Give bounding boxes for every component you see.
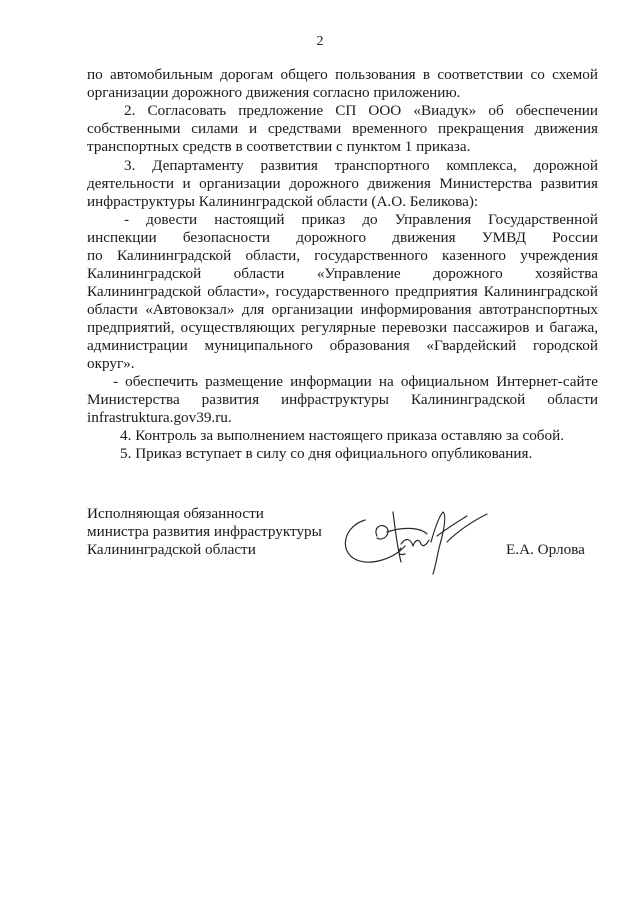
body-line: транспортных средств в соответствии с пунктом 1 приказа.: [87, 138, 471, 155]
body-line: 2. Согласовать предложение СП ООО «Виадук» об обеспечении: [124, 102, 598, 119]
body-line: инфраструктуры Калининградской области (А.О. Беликова):: [87, 193, 479, 210]
page-number: 2: [316, 34, 324, 49]
body-line: 4. Контроль за выполнением настоящего приказа оставляю за собой.: [120, 427, 565, 444]
body-line: организации дорожного движения согласно приложению.: [87, 84, 461, 101]
signatory-title-line: Калининградской области: [87, 541, 256, 558]
signatory-title-line: министра развития инфраструктуры: [87, 523, 322, 540]
body-line: Калининградской области «Управление дорожного хозяйства: [87, 265, 598, 282]
body-line: - обеспечить размещение информации на официальном Интернет-сайте: [113, 373, 598, 390]
body-line: округ».: [87, 355, 135, 372]
body-line: по автомобильным дорогам общего пользования в соответствии со схемой: [87, 66, 598, 83]
body-line: Министерства развития инфраструктуры Калининградской области: [87, 391, 598, 408]
body-line: предприятий, осуществляющих регулярные перевозки пассажиров и багажа,: [87, 319, 598, 336]
body-line: 3. Департаменту развития транспортного комплекса, дорожной: [124, 157, 598, 174]
signatory-title-line: Исполняющая обязанности: [87, 505, 264, 522]
body-line: области «Автовокзал» для организации информирования автотранспортных: [87, 301, 598, 318]
body-line: администрации муниципального образования «Гвардейский городской: [87, 337, 598, 354]
body-line: 5. Приказ вступает в силу со дня официального опубликования.: [120, 445, 533, 462]
handwritten-signature: [335, 488, 495, 578]
signatory-name: Е.А. Орлова: [506, 541, 585, 558]
body-line: инспекции безопасности дорожного движения УМВД России: [87, 229, 598, 246]
body-line: деятельности и организации дорожного движения Министерства развития: [87, 175, 598, 192]
body-line: собственными силами и средствами временного прекращения движения: [87, 120, 598, 137]
body-line: infrastruktura.gov39.ru.: [87, 409, 232, 426]
body-line: - довести настоящий приказ до Управления Государственной: [124, 211, 598, 228]
body-line: Калининградской области», государственного предприятия Калининградской: [87, 283, 598, 300]
body-line: по Калининградской области, государственного казенного учреждения: [87, 247, 598, 264]
